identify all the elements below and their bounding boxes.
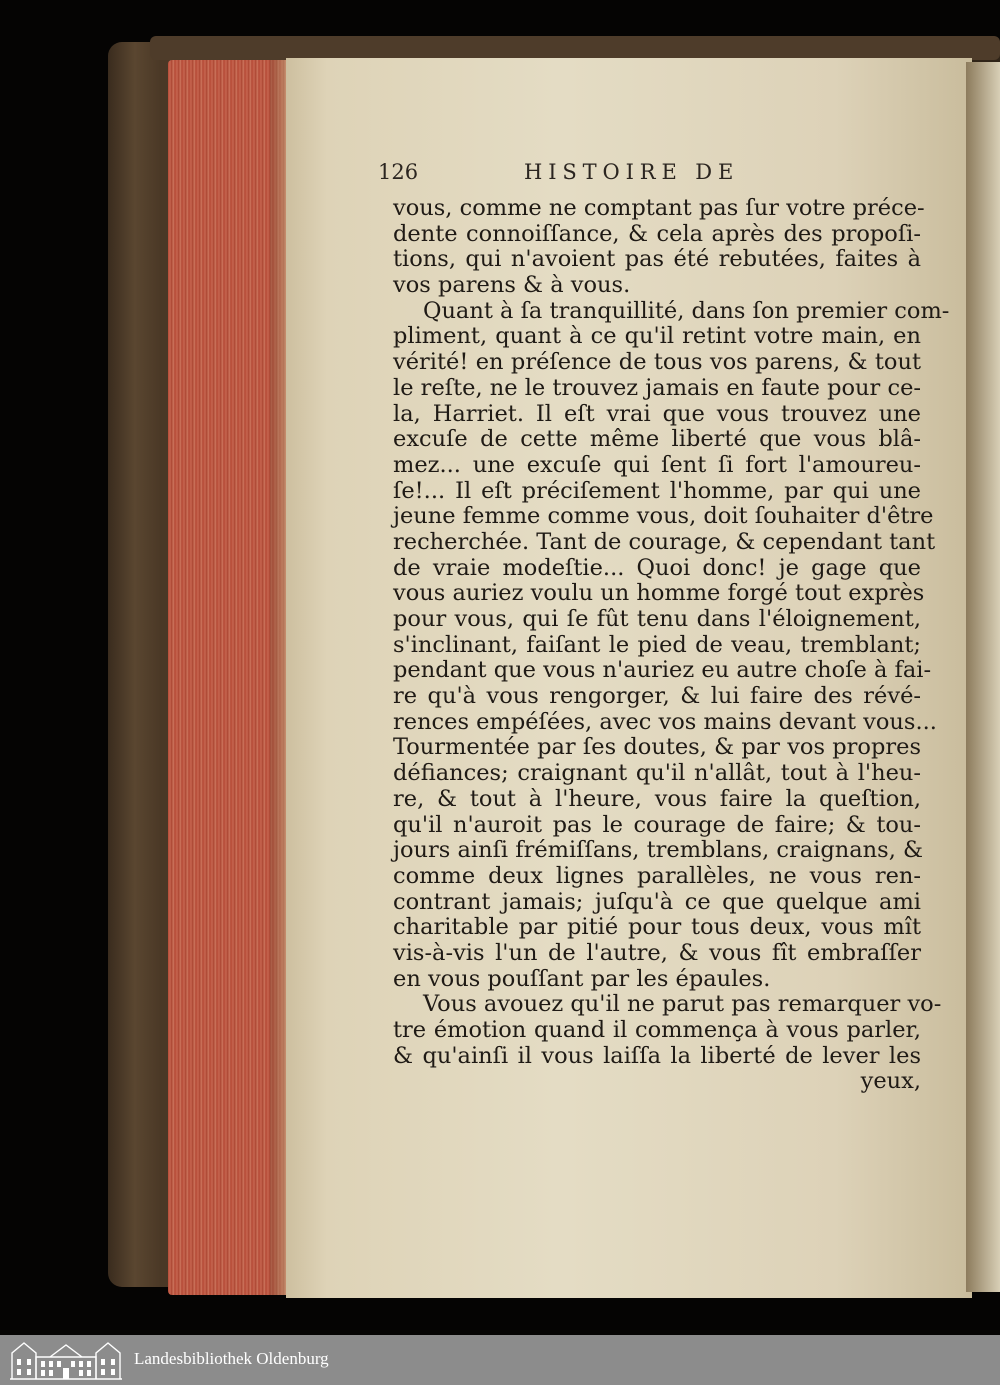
text-line: mez... une excuſe qui ſent ſi fort l'amoureu-	[393, 451, 921, 478]
text-line: charitable par pitié pour tous deux, vous mît	[393, 914, 921, 941]
text-line: en vous pouſſant par les épaules.	[393, 965, 771, 992]
library-building-icon	[10, 1339, 122, 1381]
book-cover-top	[150, 36, 1000, 60]
text-line: qu'il n'auroit pas le courage de faire; & tou-	[393, 811, 921, 838]
text-line: vis-à-vis l'un de l'autre, & vous fît embraſſer	[393, 939, 921, 966]
institution-name: Landesbibliothek Oldenburg	[134, 1349, 329, 1368]
text-line: tions, qui n'avoient pas été rebutées, faites à	[393, 246, 921, 273]
facing-page-edge	[966, 62, 1000, 1292]
text-line: Quant à ſa tranquillité, dans ſon premier com-	[423, 297, 950, 324]
text-line: pliment, quant à ce qu'il retint votre main, en	[393, 323, 921, 350]
text-line: la, Harriet. Il eſt vrai que vous trouvez une	[393, 400, 921, 427]
text-line: vérité! en préſence de tous vos parens, & tout	[393, 349, 921, 376]
text-line: comme deux lignes parallèles, ne vous ren-	[393, 862, 921, 889]
text-line: re, & tout à l'heure, vous faire la queſtion,	[393, 785, 921, 812]
text-line: vous auriez voulu un homme forgé tout exprès	[393, 580, 925, 607]
text-line: s'inclinant, faiſant le pied de veau, tremblant;	[393, 631, 921, 658]
text-line: pendant que vous n'auriez eu autre choſe à fai-	[393, 657, 932, 684]
text-line: recherchée. Tant de courage, & cependant tant	[393, 528, 936, 555]
text-line: vos parens & à vous.	[393, 272, 631, 299]
text-line: contrant jamais; juſqu'à ce que quelque ami	[393, 888, 921, 915]
page-body	[393, 195, 950, 1095]
running-header	[378, 158, 818, 194]
text-line: le reſte, ne le trouvez jamais en faute pour ce-	[393, 374, 921, 401]
text-line: vous, comme ne comptant pas ſur votre préce-	[393, 195, 925, 221]
catchword: yeux,	[860, 1068, 921, 1095]
text-line: jours ainſi frémiſſans, tremblans, craignans, &	[393, 837, 924, 864]
running-title: HISTOIRE DE	[524, 160, 740, 184]
text-line: tre émotion quand il commença à vous parler,	[393, 1017, 921, 1043]
text-line: ſe!... Il eſt préciſement l'homme, par qui une	[393, 477, 921, 504]
text-line: dente connoiſſance, & cela après des propoſi-	[393, 220, 921, 247]
text-line: Vous avouez qu'il ne parut pas remarquer vo-	[423, 991, 942, 1018]
text-line: excuſe de cette même liberté que vous blâ-	[393, 426, 921, 453]
text-line: pour vous, qui ſe fût tenu dans l'éloignement,	[393, 606, 921, 632]
page-edges	[168, 60, 286, 1295]
text-line: re qu'à vous rengorger, & lui faire des révé-	[393, 683, 921, 710]
footer-bar	[0, 1335, 1000, 1385]
text-line: & qu'ainſi il vous laiſſa la liberté de lever les	[393, 1042, 921, 1069]
text-line: de vraie modeſtie... Quoi donc! je gage que	[393, 554, 921, 581]
text-line: rences empéſées, avec vos mains devant vous...	[393, 708, 937, 735]
text-line: Tourmentée par ſes doutes, & par vos propres	[393, 734, 921, 761]
page-number: 126	[378, 160, 419, 184]
text-line: défiances; craignant qu'il n'allât, tout à l'heu-	[393, 760, 921, 787]
text-line: jeune femme comme vous, doit ſouhaiter d'être	[393, 503, 934, 530]
